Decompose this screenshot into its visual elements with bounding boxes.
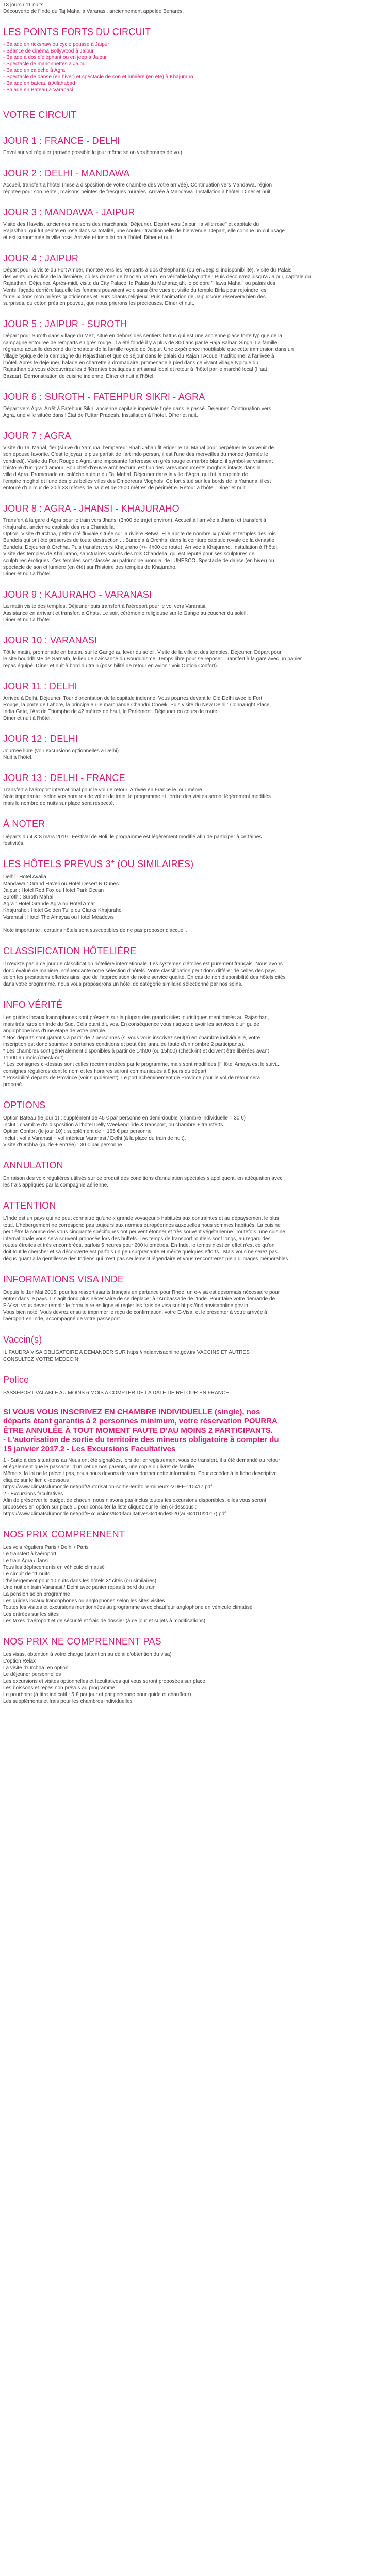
day-text: Bazaar). Démonstration de cuisine indienne. Dîner et nuit à l'hôtel. (3, 373, 155, 379)
chambre-individuelle-line: proposées en option sur place... pour consulter la liste cliquez sur le lien ci-dessous : (3, 1504, 197, 1510)
a-noter-title: À NOTER (3, 818, 45, 829)
day-text: Transfert à la gare d'Agra pour le train vers Jhansi (3h00 de trajet environ). Accueil à l'arrivée à Jhansi et transfert à (3, 517, 266, 523)
annulation-title: ANNULATION (3, 1160, 63, 1171)
points-forts-item: - Spectacle de danse (en hiver) et spectacle de son et lumière (en été) à Khajuraho (3, 74, 193, 80)
info-verite-line: * Possibilité départs de Province (voir supplément). Le port acheminement de Province pour le vol de retour sera (3, 1075, 260, 1081)
day-text: Départ vers Agra. Arrêt à Fatehpur Sikri, ancienne capitale impériale figée dans le passé. Déjeuner. Continuation vers (3, 405, 271, 412)
day-text: son épouse favorite. C'est le joyau le plus parfait de l'art indo persan, il est l'une des merveilles du monde (fermée le (3, 451, 268, 457)
visa-line: l'aéroport en Inde, accompagné de votre passeport. (3, 1316, 121, 1322)
day-title: JOUR 8 : AGRA - JHANSI - KHAJURAHO (3, 503, 180, 514)
classification-line: donc évalué de manière indépendante notre sélection d'hôtels. Votre classification peut donc différer de celles des pays (3, 968, 276, 974)
day-text: Tôt le matin, promenade en bateau sur le Gange au lever du soleil. Visite de la ville et des temples. Déjeuner. Départ pour (3, 649, 282, 655)
prix-ne-comprend-lines (3, 1651, 388, 1705)
vaccins-lines (3, 1349, 388, 1363)
hotels-title: LES HÔTELS PRÉVUS 3* (OU SIMILAIRES) (3, 858, 194, 869)
classification-section (3, 945, 388, 988)
points-forts-title: LES POINTS FORTS DU CIRCUIT (3, 27, 151, 37)
points-forts-item: - Balade à dos d'éléphant ou en jeep à Jaipur (3, 55, 107, 61)
alert-line: 15 janvier 2017.2 - Les Excursions Facultatives (3, 1444, 176, 1453)
day-text: vendredi). Visite du Fort Rouge d'Agra, une imposante forteresse en grès rouge et marbre blanc, il symbolise vraiment (3, 458, 273, 464)
day-text: régnante actuelle descend du fondateur de la famille royale de Jaipur. Une expérience inoubliable que cette immersion dans un (3, 346, 294, 352)
vaccins-title: Vaccin(s) (3, 1334, 42, 1345)
day-text: village typique de la campagne du Rajasthan et que ce séjour dans le palais du Rajah ! Accueil traditionnel à l'arrivée à (3, 353, 274, 359)
police-title: Police (3, 1374, 29, 1385)
info-verite-title: INFO VÉRITÉ (3, 999, 63, 1010)
day-text: Arrivée à Delhi. Déjeuner. Tour d'orientation de la capitale indienne. Vous pourrez devant le Old Delhi avec le Fort (3, 695, 263, 701)
vaccins-section (3, 1334, 388, 1363)
points-forts-item: - Balade en calèche à Agra (3, 67, 66, 74)
option-lines (3, 1115, 388, 1148)
attention-line: doit tout le chercher et sa découverte est parfois un peu surprenante et mérite quelques efforts ! Mais vous ne serez pas (3, 1249, 278, 1255)
info-verite-line: * Nos départs sont garantis à partir de 2 personnes (si vous vous inscrivez seul(e) en chambre individuelle, votre (3, 1035, 260, 1041)
day-text: réputée pour son héritel, maisons peintes de fresques murales. Arrivée à Mandawa. Installation à l'hôtel. Dîner et nuit. (3, 189, 272, 195)
day-text: campagne entourée de remparts en grès rouge. Il a été fondé il y a plus de 800 ans par le Raja Balban Singh. La famille (3, 340, 278, 346)
hotel-lines (3, 874, 388, 934)
day-block (3, 635, 388, 669)
annulation-section (3, 1160, 388, 1189)
prix-comprend-line: Le transfert à l'aéroport (3, 1551, 57, 1557)
prix-ne-comprend-section (3, 1636, 388, 1705)
classification-lines (3, 961, 388, 988)
info-verite-section (3, 999, 388, 1088)
day-block (3, 733, 388, 761)
day-block (3, 430, 388, 492)
day-block (3, 135, 388, 156)
visa-line: Depuis le 1er Mai 2015, pour les ressortissants français en partance pour l'Inde, un e-visa est désormais nécessaire pour (3, 1289, 280, 1295)
day-text: Rajasthan. Déjeuner. Après-midi, visite du City Palace, le Palais du Maharadjah, le célèbre "Hawa Mahal" ou palais des (3, 280, 275, 286)
info-verite-line: anglophone lors d'une étape de votre périple. (3, 1028, 107, 1034)
day-text: Khajuraho, ancienne capitale des rois Chandella. (3, 524, 116, 530)
day-text: Envol sur vol régulier (arrivée possible le jour même selon vos horaires de vol). (3, 149, 184, 156)
day-block (3, 503, 388, 578)
day-text: Dîner et nuit à l'hôtel. (3, 715, 52, 721)
day-title: JOUR 11 : DELHI (3, 681, 77, 691)
intro (3, 2, 388, 15)
day-text: Rouge, la porte de Lahore, la principale rue marchande Chandni Chowk. Puis visite du New Delhi : Connaught Place, (3, 702, 271, 708)
attention-line: total. L'hébergement ne correspond pas toujours aux normes européennes auxquelles nous sommes habitués. La cuisine (3, 1222, 281, 1228)
prix-comprend-lines (3, 1544, 388, 1624)
prix-ne-comprend-title: NOS PRIX NE COMPRENNENT PAS (3, 1636, 161, 1647)
info-verite-line: consignes régulières dont le nom et les horaires seront communiqués à 8 jours du départ. (3, 1068, 208, 1074)
alert-line: ÊTRE ANNULÉE À TOUT MOMENT FAUTE D'AU MOINS 2 PARTICIPANTS. (3, 1426, 273, 1435)
a-noter-line: festivités. (3, 840, 25, 846)
attention-line: peut être la source des vous cinquante spécifiques ont peuvent étonner et très souvent végétarienne. Toutefois, une cuisine (3, 1229, 285, 1235)
prix-ne-comprend-line: Les suppléments et frais pour les chambres individuelles (3, 1698, 133, 1704)
attention-line: L'Inde est un pays qui ne peut connaitre qu'une « grande voyageur » habitués aux contraintes et au dépaysement le plus (3, 1215, 279, 1222)
a-noter-lines (3, 834, 388, 847)
classification-line: selon les prestations offertes ainsi que de l'appréciation de notre service qualité. En cas de non disponibilité des hôtels cités (3, 974, 286, 980)
day-text: La matin visite des temples. Déjeuner puis transfert à l'aéroport pour le vol vers Varanasi. (3, 603, 207, 609)
police-section (3, 1374, 388, 1396)
chambre-individuelle-line: 2 - Excursions facultatives (3, 1490, 63, 1497)
day-text: mais le nombre de nuits sur place sera respecté. (3, 800, 115, 806)
police-lines (3, 1389, 388, 1396)
day-text: entouré d'un mur de 20 à 33 mètres de haut et de 2500 mètres de périmètre. Retour à l'hôtel. Dîner et nuit. (3, 485, 247, 491)
info-verite-line: * Les consignes ci-dessus sont celles recommandées par le programme, mais sont modifiées (l'Hôtel Amaya est le suivi... (3, 1061, 281, 1067)
itinerary (3, 135, 388, 807)
prix-comprend-line: Une nuit en train Varanasi / Delhi avec panier repas à bord du train (3, 1584, 156, 1590)
prix-ne-comprend-line: Les excursions et visites optionnelles et facultatives qui vous seront proposées sur place (3, 1678, 205, 1684)
chambre-individuelle-line: https://www.climatsdumonde.net/pdf/Excursions%20facultatives%20Inde%20(au%2010/2017).pdf (3, 1511, 226, 1517)
day-text: Transfert à l'aéroport international pour le vol de retour. Arrivée en France le jour même. (3, 787, 204, 793)
day-text: India Gate, l'Arc de Triomphe de 42 mètres de haut, le Parlement. Déjeuner en cours de route. (3, 708, 219, 715)
hotel-line: Varanasi : Hotel The Amayaa ou Hotel Meadows (3, 914, 114, 920)
day-title: JOUR 1 : FRANCE - DELHI (3, 135, 120, 146)
day-block (3, 681, 388, 722)
day-text: ville d'Agra. Promenade en calèche autour du Taj Mahal. Déjeuner dans la ville d'Agra, qui fut la capitale de (3, 471, 248, 478)
chambre-individuelle-alert (3, 1408, 388, 1454)
options-title: OPTIONS (3, 1099, 46, 1110)
day-title: JOUR 12 : DELHI (3, 733, 78, 744)
attention-line: routes étroites et très encombrées, parfois 5 heures pour 200 kilomètres. En Inde, le temps n'est en effet n'est ce qu'on (3, 1242, 275, 1248)
prix-comprend-line: Les entrées sur les sites (3, 1611, 59, 1617)
day-text: Rajasthan, qui fut peinte en rose dans sa totalité, une couleur traditionnelle de bienvenue. Départ, elle connue un cul usage (3, 228, 285, 234)
chambre-individuelle-section (3, 1408, 388, 1517)
day-text: Accueil, transfert à l'hôtel (mise à disposition de votre chambre dès votre arrivée). Continuation vers Mandawa, région (3, 182, 272, 188)
day-text: le site bouddhiste de Sarnath, le lieu de naissance du Bouddhisme. Temps libre pour se reposer. Transfert à la gare avec un panier (3, 656, 302, 662)
hotel-line: Note importante : certains hôtels sont susceptibles de ne pas proposer d'accueil. (3, 927, 187, 934)
day-text: l'histoire d'un grand amour. Son chef-d'œuvre architectural est l'un des rares monuments moghols intacts dans la (3, 465, 261, 471)
hotels-section (3, 858, 388, 934)
hotel-line: Jaipur : Hotel Red Fox ou Hotel Park Ocean (3, 887, 104, 893)
day-text: Note importante : selon vos horaires de vol et de train, le programme et l'ordre des visites seront légèrement modifiés (3, 793, 271, 800)
prix-comprend-title: NOS PRIX COMPRENNENT (3, 1529, 125, 1539)
visa-section (3, 1274, 388, 1323)
chambre-individuelle-line: cliquez sur le lien ci-dessous : (3, 1477, 72, 1483)
hotel-line: Suroth : Suroth Mahal (3, 894, 54, 900)
option-line: Option Confort (le jour 10) : supplément de + 165 € par personne (3, 1128, 152, 1134)
prix-comprend-line: Les guides locaux francophones ou anglophones selon les sites visités (3, 1598, 165, 1604)
day-text: Dîner et nuit à l'hôtel. (3, 617, 52, 623)
day-title: JOUR 13 : DELHI - FRANCE (3, 772, 125, 783)
day-text: Visite des temples de Khajuraho, sanctuaires sacrés des rois Chandella, qui est réputé pour ses sculptures de (3, 551, 255, 557)
info-verite-lines (3, 1014, 388, 1088)
points-forts-item: - Séance de cinéma Bollywood à Jaipur (3, 48, 94, 54)
day-text: fameux dons mon prières quotidiennes et leurs chants religieux. Puis l'animation de Jaipur vous réservera bien des (3, 294, 266, 300)
day-text: Visite des Havelis, anciennes maisons des marchands. Déjeuner. Départ vers Jaipur "la ville rose" et capitale du (3, 221, 259, 227)
day-title: JOUR 5 : JAIPUR - SUROTH (3, 318, 127, 329)
chambre-individuelle-line: Même si la loi ne le prévoit pas, nous nous devons de vous donner cette information. Pour accéder à la fiche descriptive, (3, 1470, 279, 1477)
points-forts-item: - Spectacle de marionnettes à Jaipur (3, 61, 87, 67)
info-verite-line: mais très rares en Inde du Sud. Cela étant dit, vos. En conséquence vous risquez d'avoir les services d'un guide (3, 1021, 259, 1027)
hotel-line: Delhi : Hotel Avalia (3, 874, 46, 880)
prix-comprend-line: Le train Agra / Jansi (3, 1557, 49, 1564)
day-title: JOUR 10 : VARANASI (3, 635, 97, 646)
visa-lines (3, 1289, 388, 1323)
classification-line: dans votre programme, nous vous proposerons un hôtel de catégorie similaire sélectionné par nos soins. (3, 981, 243, 987)
day-text: Départ pour la visite du Fort Amber, montée vers les remparts à dos d'éléphants (ou en Jeep si indisponibilité). Visite du Palais (3, 267, 292, 273)
day-title: JOUR 9 : KAJURAHO - VARANASI (3, 589, 152, 600)
day-title: JOUR 6 : SUROTH - FATEHPUR SIKRI - AGRA (3, 391, 205, 402)
prix-ne-comprend-line: La visite d'Orchha, en option (3, 1665, 69, 1671)
option-line: Inclut : vol à Varanasi + vol intérieur Varanasi / Delhi (à la place du train de nuit). (3, 1135, 186, 1141)
alert-line: SI VOUS VOUS INSCRIVEZ EN CHAMBRE INDIVIDUELLE (single), nos (3, 1407, 260, 1416)
points-forts-list (3, 42, 388, 94)
classification-line: Il n'existe pas à ce jour de classification hôtelière internationale. Les systèmes d'étoiles est purement français. Nous avons (3, 961, 283, 967)
options-section (3, 1099, 388, 1148)
chambre-individuelle-line: https://www.climatsdumonde.net/pdf/Autorisation-sortie-territoire-mineurs-VDEF-110417.pdf (3, 1484, 212, 1490)
day-text: Départ pour Suroth dans village du Mez, situé en dehors des sentiers battus qui est une ancienne place forte typique de la (3, 333, 282, 339)
visa-line: E-Visa, vous devez remplir le formulaire en ligne et régler les frais de visa sur https://indianvisaonline.gov.in. (3, 1302, 250, 1309)
prix-comprend-line: Les taxes d'aéroport et de sécurité et frais de dossier (à ce jour et sujets à modifications). (3, 1618, 207, 1624)
day-text: Journée libre (voir excursions optionnelles à Delhi). (3, 748, 120, 754)
info-verite-line: 11h00 au mois (check-out). (3, 1055, 66, 1061)
day-text: Nuit à l'hôtel. (3, 754, 33, 760)
attention-title: ATTENTION (3, 1200, 56, 1211)
day-block (3, 589, 388, 623)
police-line: PASSEPORT VALABLE AU MOINS 6 MOIS A COMPTER DE LA DATE DE RETOUR EN FRANCE (3, 1389, 229, 1396)
hotel-line (3, 921, 388, 927)
option-line: Inclut : chambre d'à disposition à l'hôtel Délly Weekend ride & transport, ou chambre + transferts. (3, 1122, 225, 1128)
info-verite-line: inscription est donc soumise à certaines conditions et peut être annulée faute d'un nombre 2 participants). (3, 1041, 245, 1047)
day-text: et est surnommée la ville rose. Arrivée et installation à l'hôtel. Dîner et nuit. (3, 234, 174, 241)
info-verite-line: proposé. (3, 1081, 23, 1088)
alert-line: départs étant garantis à 2 personnes minimum, votre réservation POURRA (3, 1416, 278, 1426)
prix-ne-comprend-line: Le déjeuner personnelles (3, 1671, 61, 1677)
day-block (3, 318, 388, 380)
points-forts-item: - Balade en Bateau à Varanasi (3, 87, 73, 93)
day-text: Dîner et nuit à l'hôtel. (3, 571, 52, 577)
day-text: Bundela qui ont été préservés de toute destruction ... Bundela à Orchha, dans la ceinture capitale royale de la dynastie (3, 537, 274, 544)
day-text: Vents, façade derrière laquelle les femmes pouvaient voir, sans être vues et visite du temple Birla pour rejoindre les (3, 287, 267, 293)
day-title: JOUR 7 : AGRA (3, 430, 71, 441)
day-text: sculptures érotiques. Ces temples sont classés au patrimoine mondial de l'UNESCO. Spectacle de danse (en hiver) ou (3, 557, 274, 564)
prix-comprend-line: L'hébergement pour 10 nuits dans les hôtels 3* cités (ou similaires) (3, 1578, 157, 1584)
annulation-lines (3, 1175, 388, 1189)
chambre-individuelle-line: Afin de préserver le budget de chacun, nous n'avons pas inclus toutes les excursions disponibles, elles vous seront (3, 1497, 266, 1503)
day-block (3, 167, 388, 195)
vaccins-line: IL FAUDRA VISA OBLIGATOIRE A DEMANDER SUR https://indianvisaonline.gov.in/ VACCINS ET AUTRES (3, 1349, 250, 1355)
prix-comprend-line: Le circuit de 11 nuits (3, 1571, 50, 1577)
prix-ne-comprend-line: Le pourboire (à titre indicatif : 5 € par jour et par personne pour guide et chauffeur) (3, 1691, 191, 1698)
intro-duration: 13 jours / 11 nuits. (3, 2, 45, 8)
day-text: l'empire moghol et l'une des plus belles villes des Empereurs Moghols. Ce fort situé sur les bords de la Yamuna, il est (3, 478, 271, 484)
attention-section (3, 1200, 388, 1262)
visa-line: Vous bien noté, Vous devrez ensuite imprimer le reçu de confirmation, votre E-Visa, et le présenter à votre arrivée à (3, 1309, 267, 1315)
visa-title: INFORMATIONS VISA INDE (3, 1274, 124, 1284)
attention-line: internationale vous sera souvent proposée lors des buffets. Les temps de transport routiers sont longs, au regard des (3, 1235, 271, 1242)
chambre-individuelle-line: 1 - Suite à des situations au Nous ont été signalées, lors de l'enregistrement vous de transfert, il a été demandé au retour (3, 1457, 280, 1463)
day-block (3, 772, 388, 807)
day-title: JOUR 2 : DELHI - MANDAWA (3, 167, 130, 178)
intro-description: Découverte de l'Inde du Taj Mahal à Varanasi, anciennement appelée Benarès. (3, 9, 184, 14)
day-text: surprises, du coton près en pouvez, que nous prierons les précieuses. Dîner et nuit. (3, 300, 194, 307)
prix-comprend-line: La pension selon programme (3, 1591, 70, 1597)
day-title: JOUR 4 : JAIPUR (3, 252, 79, 263)
prix-comprend-section (3, 1529, 388, 1624)
chambre-individuelle-line: et également que le passager d'un cet de nos parents, une copie du livret de famille. (3, 1464, 196, 1470)
hotel-line: Khajuraho : Hotel Golden Tulip ou Clarks Khajuraho (3, 907, 122, 913)
day-block (3, 391, 388, 419)
option-line: Visite d'Orchha (guide + entrée) : 30 € par personne (3, 1142, 122, 1148)
day-text: Option. Visite d'Orchha, petite cité fluviale située sur la rivière Betwa. Elle abrite de nombreux palais et temples des rois (3, 531, 276, 537)
day-block (3, 207, 388, 241)
hotel-line: Agra : Hotel Grande Agra ou Hotel Amar (3, 901, 95, 907)
day-text: repas équipé. Dîner et nuit à bord du train (possibilité de retour en avion : voir Option Confort). (3, 663, 218, 669)
classification-title: CLASSIFICATION HÔTELIÈRE (3, 945, 137, 956)
a-noter-line: Départs du 4 & 8 mars 2019 : Festival de Holi, le programme est légèrement modifié afin de participer à certaines (3, 834, 262, 840)
day-text: Agra, une ville située dans l'État de l'Uttar Pradesh. Installation à l'hôtel. Dîner et nuit. (3, 412, 198, 418)
day-title: JOUR 3 : MANDAWA - JAIPUR (3, 207, 135, 217)
prix-ne-comprend-line: Les visas, obtention à votre charge (attention au délai d'obtention du visa) (3, 1651, 172, 1657)
points-forts-item: - Balade en rickshaw ou cyclo pousse à Jaipur (3, 42, 109, 47)
chambre-individuelle-lines (3, 1457, 388, 1517)
day-text: Visite du Taj Mahal, fier (si rive du Yamuna, l'empereur Shah Jahan fit ériger le Taj Mahal pour perpétuer le souvenir de (3, 445, 274, 451)
day-text: l'hôtel. Après le déjeuner, balade en charrette à dromadaire, promenade à pied dans ce vivant village typique du (3, 360, 259, 366)
votre-circuit-title: VOTRE CIRCUIT (3, 109, 77, 120)
attention-lines (3, 1215, 388, 1262)
day-text: Assistance en arrivant et transfert à Ghats. Le soir, cérémonie religieuse sur le Gange au coucher du soleil. (3, 610, 248, 616)
annulation-line: En raison des voix régulières utilisés sur ce produit des conditions d'annulation spéciales s'appliquent, en adéquation avec (3, 1175, 283, 1181)
day-text: spectacle de son et lumière (en été) sur l'histoire des temples de Khajuraho. (3, 564, 177, 570)
prix-ne-comprend-line: L'option Relax (3, 1658, 36, 1664)
day-text: Bundela. Déjeuner à Orchha. Puis transfert vers Khajuraho (+/- 4h00 de route). Arrivée à Khajuraho. Installation à l'hôtel. (3, 544, 279, 550)
points-forts-item: - Balade en bateau à Allahabad (3, 80, 75, 87)
prix-comprend-line: Tous les déplacements en véhicule climatisé (3, 1564, 105, 1570)
annulation-line: les frais appliqués par la compagnie aérienne. (3, 1182, 109, 1188)
prix-comprend-line: Toutes les visites et excursions mentionnées au programme avec chauffeur anglophone en véhicule climatisé (3, 1604, 253, 1611)
alert-line: - L'autorisation de sortie du territoire des mineurs obligatoire à compter du (3, 1435, 279, 1444)
prix-ne-comprend-line: Les boissons et repas non prévus au programme (3, 1685, 116, 1691)
prix-comprend-line: Les vols réguliers Paris / Delhi / Paris (3, 1544, 89, 1550)
day-text: des vents un édifice de la dernière, où les dames de l'ancien harem, en véritable labyrinthe ! Puis découvrez jusqu'à Jaipur, capitale du (3, 274, 311, 280)
day-block (3, 252, 388, 307)
attention-line: déçus quant à la gentillesse des Indiens qui n'est pas seulement légendaire et vous rencontrerez plein d'images mémorables ! (3, 1256, 291, 1262)
visa-line: entrer dans le pays. Il s'agit donc plus nécessaire de se déplacer à l'Ambassade de l'Inde. Pour faire votre demande de (3, 1296, 275, 1302)
vaccins-line: CONSULTEZ VOTRE MEDECIN (3, 1356, 78, 1362)
hotel-line: Mandawa : Grand Haveli ou Hotel Desert N Dunes (3, 880, 119, 887)
a-noter-section (3, 818, 388, 847)
option-line: Option Bateau (le jour 1) : supplément de 45 € par personne en demi-double (chambre individuelle = 30 €) (3, 1115, 246, 1121)
day-text: Rajasthan où vous découvrirez les différentes boutiques d'artisanat local et retour à l'hôtel par le marché local (Haat (3, 366, 267, 372)
info-verite-line: Les guides locaux francophones sont présents sur la plupart des grands sites touristiques mentionnés au Rajasthan, (3, 1014, 269, 1021)
info-verite-line: * Les chambres sont généralement disponibles à partir de 14h00 (ou 15h00) (check-in) et doivent être libérées avant (3, 1048, 269, 1054)
